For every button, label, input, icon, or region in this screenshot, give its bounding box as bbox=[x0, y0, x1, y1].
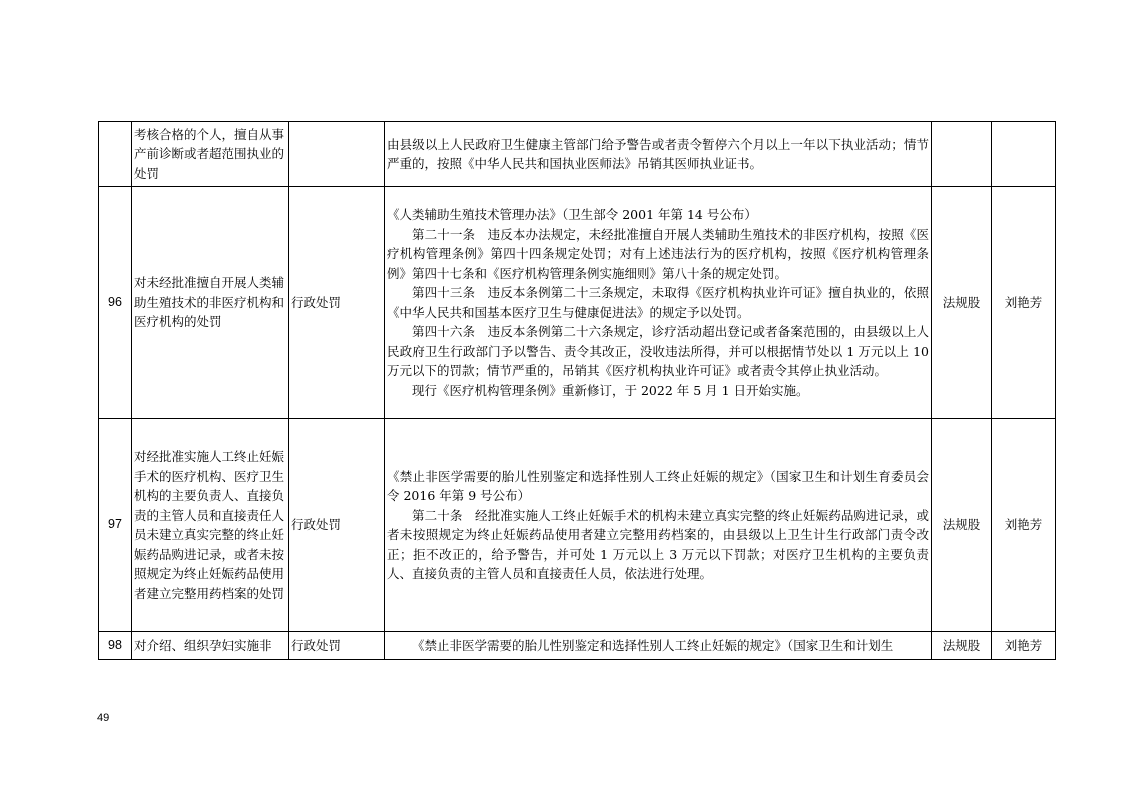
basis-paragraph: 由县级以上人民政府卫生健康主管部门给予警告或者责令暂停六个月以上一年以下执业活动；情节严重的，按照《中华人民共和国执业医师法》吊销其医师执业证书。 bbox=[387, 136, 929, 171]
responsible-department: 法规股 bbox=[932, 187, 992, 419]
item-category bbox=[289, 122, 385, 187]
page-number: 49 bbox=[97, 712, 110, 724]
legal-basis bbox=[385, 122, 932, 187]
legal-basis bbox=[385, 419, 932, 632]
responsible-department bbox=[932, 122, 992, 187]
table-body bbox=[99, 122, 1056, 660]
row-number: 98 bbox=[99, 632, 132, 660]
basis-paragraph: 《禁止非医学需要的胎儿性别鉴定和选择性别人工终止妊娠的规定》（国家卫生和计划生 bbox=[412, 637, 894, 653]
legal-basis bbox=[385, 187, 932, 419]
basis-paragraph: 第四十三条 违反本条例第二十三条规定，未取得《医疗机构执业许可证》擅自执业的，依照《中华人民共和国基本医疗卫生与健康促进法》的规定予以处罚。 bbox=[387, 285, 929, 320]
row-number: 96 bbox=[99, 187, 132, 419]
responsible-person: 刘艳芳 bbox=[992, 419, 1056, 632]
responsible-person: 刘艳芳 bbox=[992, 187, 1056, 419]
responsible-department: 法规股 bbox=[932, 632, 992, 660]
table-row bbox=[99, 632, 1056, 660]
basis-paragraph: 第四十六条 违反本条例第二十六条规定，诊疗活动超出登记或者备案范围的，由县级以上人民政府卫生行政部门予以警告、责令其改正，没收违法所得，并可以根据情节处以 1 万元以上 10 万元以下的罚款；情节严重的，吊销其《医疗机构执业许可证》或者责令其停止执业活动。 bbox=[387, 324, 929, 378]
table-row bbox=[99, 122, 1056, 187]
table-row bbox=[99, 419, 1056, 632]
row-number bbox=[99, 122, 132, 187]
item-category: 行政处罚 bbox=[289, 419, 385, 632]
basis-paragraph: 现行《医疗机构管理条例》重新修订，于 2022 年 5 月 1 日开始实施。 bbox=[412, 382, 809, 398]
responsible-person bbox=[992, 122, 1056, 187]
basis-paragraph: 《人类辅助生殖技术管理办法》（卫生部令 2001 年第 14 号公布） bbox=[387, 207, 757, 222]
table-row bbox=[99, 187, 1056, 419]
item-name: 对未经批准擅自开展人类辅助生殖技术的非医疗机构和医疗机构的处罚 bbox=[132, 187, 289, 419]
responsible-department: 法规股 bbox=[932, 419, 992, 632]
regulation-table bbox=[98, 121, 1056, 660]
responsible-person: 刘艳芳 bbox=[992, 632, 1056, 660]
item-name: 对经批准实施人工终止妊娠手术的医疗机构、医疗卫生机构的主要负责人、直接负责的主管人员和直接责任人员未建立真实完整的终止妊娠药品购进记录，或者未按照规定为终止妊娠药品使用者建立完整用药档案的处罚 bbox=[132, 419, 289, 632]
basis-paragraph: 第二十条 经批准实施人工终止妊娠手术的机构未建立真实完整的终止妊娠药品购进记录，或者未按照规定为终止妊娠药品使用者建立完整用药档案的，由县级以上卫生计生行政部门责令改正；拒不改正的，给予警告，并可处 1 万元以上 3 万元以下罚款；对医疗卫生机构的主要负责人、直接负责的主管人员和直接责任人员，依法进行处理。 bbox=[387, 507, 929, 581]
item-name: 对介绍、组织孕妇实施非 bbox=[132, 632, 289, 660]
row-number: 97 bbox=[99, 419, 132, 632]
basis-paragraph: 《禁止非医学需要的胎儿性别鉴定和选择性别人工终止妊娠的规定》（国家卫生和计划生育委员会令 2016 年第 9 号公布） bbox=[387, 468, 929, 503]
legal-basis bbox=[385, 632, 932, 660]
item-category: 行政处罚 bbox=[289, 187, 385, 419]
basis-paragraph: 第二十一条 违反本办法规定，未经批准擅自开展人类辅助生殖技术的非医疗机构，按照《医疗机构管理条例》第四十四条规定处罚；对有上述违法行为的医疗机构，按照《医疗机构管理条例》第四十七条和《医疗机构管理条例实施细则》第八十条的规定处罚。 bbox=[387, 226, 929, 281]
item-category: 行政处罚 bbox=[289, 632, 385, 660]
item-name: 考核合格的个人，擅自从事产前诊断或者超范围执业的处罚 bbox=[132, 122, 289, 187]
